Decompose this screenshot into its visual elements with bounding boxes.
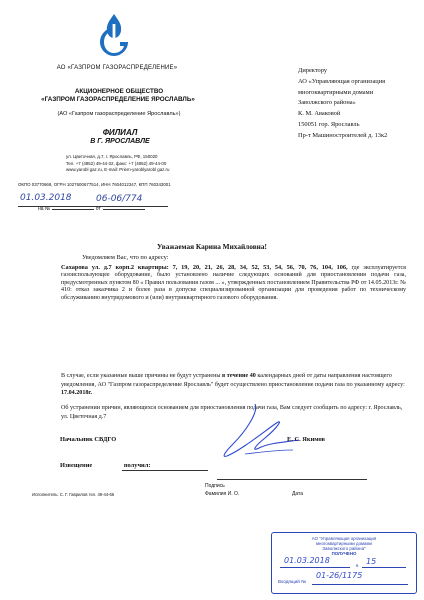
executor-info: Исполнитель: С. Г. Гаврилов тел. 49-44-66 [32, 492, 115, 497]
incoming-stamp [271, 532, 417, 594]
address-line: Тел. +7 (4852) 49-44-32, факс: +7 (4852) 49-44-00 [66, 160, 167, 166]
recipient-line: многоквартирными домами [298, 88, 374, 96]
recipient-line: Заволжского района» [298, 99, 356, 107]
salutation: Уважаемая Карина Михайловна! [157, 242, 267, 251]
notice-received [60, 462, 150, 469]
recipient-block [298, 66, 418, 142]
org-full-name-line1: АКЦИОНЕРНОЕ ОБЩЕСТВО [74, 88, 164, 95]
signer-position: Начальник СВДГО [60, 436, 117, 443]
org-requisites: ОКПО 03770669, ОГРН 1027600677514, ИНН 7604012347, КПП 760343001 [18, 182, 171, 187]
outgoing-number-field [18, 193, 178, 207]
recipient-line: Директору [298, 67, 328, 74]
filial-city: В Г. ЯРОСЛАВЛЕ [90, 138, 150, 145]
outgoing-number: 06-06/774 [96, 194, 143, 204]
signature-caption: Подпись [205, 483, 225, 489]
notice-paragraph-2 [61, 372, 406, 398]
recipient-line: АО «Управляющая организация [298, 77, 386, 85]
stamp-time: 15 [366, 557, 377, 566]
stamp-line: АО "Управляющая организация [311, 536, 377, 541]
reference-field [38, 206, 158, 212]
stamp-incoming-number: 01-26/1175 [316, 571, 363, 580]
grounds-text: где эксплуатируется газоиспользующее оборудование, было установлено наличие следующих оснований для приостановления подачи газа, предусмотренных пунктом 80 « Правил пользования газом ... », утвержденных постановлением Правительства РФ от 14.05.2013г. № 410: отказ заказчика 2 и более раза в допуске специализированной организации для проведения работ по техническому обслуживанию внутридомового и (или) внутриквартирного газового оборудования. [61, 265, 406, 301]
stamp-line: многоквартирными домами [316, 541, 372, 546]
org-address [66, 154, 196, 174]
stamp-line: Заволжского района" [322, 546, 366, 551]
stamp-time-label: в [356, 563, 359, 568]
stamp-received: ПОЛУЧЕНО [331, 551, 357, 556]
received-label: получил: [123, 462, 151, 469]
para2-text-b: календарных дней от даты направления настоящего уведомления, АО "Газпром газораспределение Ярославль" будет осуществлено приостановление подачи газа по указанному адресу: [61, 373, 405, 388]
outgoing-date: 01.03.2018 [20, 193, 72, 203]
notice-paragraph-1 [61, 264, 406, 302]
date-caption: Дата [292, 491, 304, 497]
ot-label: от [95, 206, 101, 212]
notice-label: Извещение [60, 462, 93, 469]
signer-name: Е. С. Якимов [287, 436, 326, 443]
org-full-name-line3: (АО «Газпром газораспределение Ярославль») [57, 111, 181, 117]
stamp-date: 01.03.2018 [284, 556, 330, 565]
filial-title: ФИЛИАЛ [102, 128, 138, 137]
notice-paragraph-3: Об устранении причин, являющихся основанием для приостановления подачи газа, Вам следует сообщить по адресу: г. Ярославль, ул. Цветочная д.7 [61, 405, 403, 420]
gazprom-logo-icon [97, 12, 131, 58]
na-label: на № [38, 206, 51, 212]
affected-address: Сахарова ул. д.7 корп.2 квартиры: 7, 19, 20, 21, 26, 28, 34, 52, 53, 54, 56, 70, 76, 104, 106, [61, 264, 348, 271]
signature-line [217, 479, 367, 480]
address-line: ул. Цветочная, д.7, г. Ярославль, РФ, 150020 [66, 154, 158, 159]
suspension-date: 17.04.2018г. [61, 390, 93, 397]
recipient-line: Пр-т Машиностроителей д. 13к2 [298, 131, 388, 139]
org-short-name: АО «ГАЗПРОМ ГАЗОРАСПРЕДЕЛЕНИЕ» [56, 65, 178, 71]
surname-caption: Фамилия И. О. [205, 491, 240, 497]
deadline-days: в течение 40 [221, 373, 256, 379]
received-line [122, 470, 208, 471]
para2-text-a: В случае, если указанные выше причины не будут устранены [61, 373, 222, 379]
address-line: www.yarobl gaz.ru, E-mail: Priem-yaroblyarobl gaz.ru [66, 167, 170, 172]
handwritten-signature [215, 398, 305, 468]
recipient-line: К. М. Аваковой [298, 110, 341, 118]
intro-text: Уведомляем Вас, что по адресу: [82, 254, 169, 261]
org-full-name-line2: «ГАЗПРОМ ГАЗОРАСПРЕДЕЛЕНИЕ ЯРОСЛАВЛЬ» [41, 96, 195, 103]
stamp-incoming-label: Входящий № [278, 579, 306, 584]
recipient-line: 150051 гор. Ярославль [298, 120, 360, 128]
